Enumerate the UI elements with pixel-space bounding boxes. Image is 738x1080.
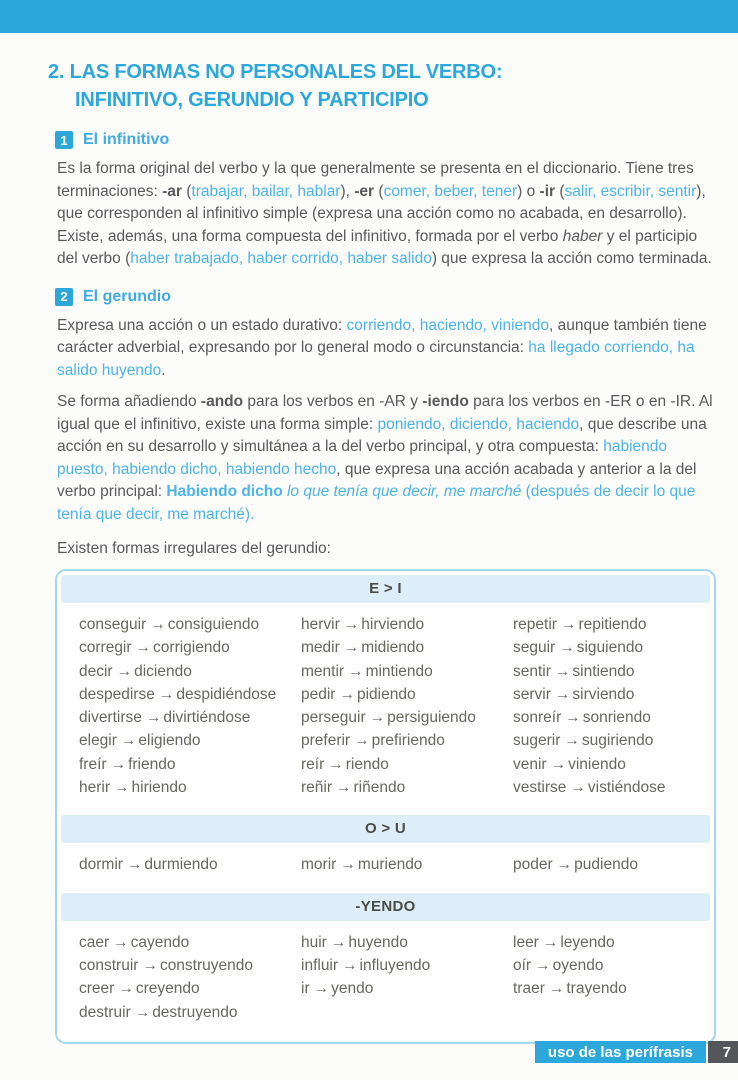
- verb-pair: [513, 636, 708, 659]
- verb-pair: [79, 977, 301, 1000]
- arrow-icon: →: [550, 755, 567, 773]
- arrow-icon: →: [554, 685, 571, 703]
- verb-infinitive: caer: [79, 933, 110, 951]
- text-segment: (después de decir lo que tenía que decir, me marché).: [57, 483, 696, 523]
- verb-infinitive: destruir: [79, 1003, 131, 1021]
- verb-infinitive: elegir: [79, 732, 117, 750]
- verb-gerund: sugiriendo: [581, 732, 654, 750]
- arrow-icon: →: [313, 980, 330, 998]
- table-section-body: [57, 921, 714, 1036]
- table-column: [79, 613, 301, 799]
- verb-infinitive: sentir: [513, 662, 551, 680]
- table-column: [301, 853, 513, 876]
- verb-gerund: trayendo: [566, 980, 627, 998]
- arrow-icon: →: [565, 709, 581, 727]
- gerund-irregulars-table: [55, 569, 716, 1044]
- verb-pair: [301, 706, 513, 729]
- verb-pair: [513, 729, 708, 752]
- verb-pair: [513, 753, 708, 776]
- verb-pair: [79, 1001, 301, 1024]
- verb-pair: [79, 931, 301, 954]
- verb-infinitive: reír: [301, 755, 325, 773]
- text-segment: corriendo, haciendo, viniendo: [346, 316, 550, 334]
- text-segment: ha llegado corriendo, ha salido huyendo: [57, 339, 695, 379]
- text-segment: trabajar, bailar, hablar: [191, 182, 341, 200]
- arrow-icon: →: [542, 933, 559, 951]
- verb-infinitive: venir: [513, 755, 547, 773]
- arrow-icon: →: [110, 755, 127, 773]
- verb-gerund: riñendo: [353, 779, 406, 797]
- text-segment: habiendo puesto, habiendo dicho, habiendo hecho: [57, 438, 668, 478]
- verb-pair: [301, 636, 513, 659]
- verb-infinitive: servir: [513, 685, 551, 703]
- text-segment: -ir: [539, 182, 556, 200]
- verb-infinitive: preferir: [301, 732, 351, 750]
- verb-pair: [79, 954, 301, 977]
- verb-pair: [79, 613, 301, 636]
- verb-pair: [79, 683, 301, 706]
- text-segment: , que describe una acción en su desarrollo y simultánea a la del verbo principal, y otra compuesta:: [57, 415, 707, 455]
- verb-pair: [513, 931, 708, 954]
- verb-pair: [301, 954, 513, 977]
- text-segment: poniendo, diciendo, haciendo: [377, 415, 580, 433]
- text-segment: Es la forma original del verbo y la que generalmente se presenta en el diccionario. Tiene tres terminaciones:: [57, 160, 694, 200]
- verb-gerund: mintiendo: [365, 662, 433, 680]
- verb-gerund: siguiendo: [576, 639, 644, 657]
- verb-infinitive: morir: [301, 856, 337, 874]
- verb-gerund: diciendo: [134, 662, 192, 680]
- table-column: [513, 931, 708, 1024]
- table-section-header: E > I: [61, 575, 710, 603]
- verb-infinitive: conseguir: [79, 616, 147, 633]
- verb-pair: [513, 853, 708, 876]
- arrow-icon: →: [142, 956, 158, 974]
- verb-gerund: cayendo: [130, 933, 190, 951]
- verb-gerund: hirviendo: [361, 616, 425, 633]
- text-segment: salir, escribir, sentir: [564, 182, 697, 200]
- verb-pair: [79, 636, 301, 659]
- arrow-icon: →: [336, 779, 352, 797]
- verb-gerund: riendo: [345, 755, 389, 773]
- arrow-icon: →: [134, 1003, 151, 1021]
- paragraph-infinitivo: [57, 158, 713, 271]
- section-title-infinitivo: El infinitivo: [83, 131, 170, 148]
- arrow-icon: →: [354, 732, 370, 750]
- verb-gerund: sonriendo: [582, 709, 651, 727]
- arrow-icon: →: [369, 709, 386, 727]
- verb-gerund: sintiendo: [572, 662, 635, 680]
- text-segment: ) o: [517, 182, 540, 200]
- arrow-icon: →: [145, 709, 162, 727]
- verb-infinitive: creer: [79, 980, 115, 998]
- verb-gerund: viniendo: [568, 755, 626, 773]
- text-segment: -ando: [200, 393, 244, 410]
- verb-infinitive: vestirse: [513, 779, 567, 797]
- paragraph-gerundio-1: [57, 315, 713, 383]
- verb-gerund: friendo: [128, 755, 176, 773]
- verb-infinitive: ir: [301, 980, 310, 998]
- verb-gerund: leyendo: [560, 933, 615, 951]
- verb-pair: [301, 753, 513, 776]
- verb-gerund: huyendo: [348, 933, 408, 951]
- verb-pair: [301, 931, 513, 954]
- verb-infinitive: corregir: [79, 639, 132, 657]
- verb-infinitive: medir: [301, 639, 340, 657]
- verb-gerund: durmiendo: [144, 856, 218, 874]
- table-intro: Existen formas irregulares del gerundio:: [57, 540, 331, 557]
- arrow-icon: →: [135, 639, 152, 657]
- verb-infinitive: mentir: [301, 662, 345, 680]
- verb-infinitive: reñir: [301, 779, 333, 797]
- verb-pair: [79, 706, 301, 729]
- text-segment: ),: [340, 182, 355, 200]
- text-segment: (: [181, 182, 192, 200]
- verb-pair: [79, 753, 301, 776]
- verb-infinitive: traer: [513, 980, 545, 998]
- verb-gerund: destruyendo: [152, 1003, 238, 1021]
- verb-gerund: oyendo: [552, 956, 604, 974]
- text-segment: , que expresa una acción acabada y anterior a la del verbo principal:: [57, 460, 697, 500]
- arrow-icon: →: [348, 662, 364, 680]
- verb-gerund: consiguiendo: [167, 616, 260, 633]
- table-column: [301, 931, 513, 1024]
- verb-pair: [79, 660, 301, 683]
- text-segment: .: [161, 361, 166, 379]
- text-segment: para los verbos en -ER o en -IR. Al igual que el infinitivo, existe una forma simple:: [57, 393, 713, 433]
- verb-gerund: eligiendo: [138, 732, 201, 750]
- verb-gerund: persiguiendo: [387, 709, 476, 727]
- table-column: [301, 613, 513, 799]
- verb-pair: [301, 613, 513, 636]
- text-segment: (: [374, 182, 384, 200]
- verb-infinitive: oír: [513, 956, 532, 974]
- verb-pair: [513, 954, 708, 977]
- arrow-icon: →: [564, 732, 580, 750]
- text-segment: ), que corresponden al infinitivo simple (expresa una acción como no acabada, en desarrollo). Existe, además, una forma compuesta del infinitivo, formada por el verbo: [57, 182, 706, 245]
- verb-gerund: divirtiéndose: [163, 709, 251, 727]
- page-title-line2: INFINITIVO, GERUNDIO Y PARTICIPIO: [75, 89, 429, 111]
- table-column: [79, 853, 301, 876]
- text-segment: lo que tenía que decir, me marché: [282, 483, 522, 500]
- arrow-icon: →: [535, 956, 551, 974]
- arrow-icon: →: [328, 755, 344, 773]
- text-segment: haber: [562, 227, 603, 245]
- table-section-body: [57, 843, 714, 888]
- arrow-icon: →: [560, 616, 577, 633]
- verb-infinitive: freír: [79, 755, 107, 773]
- text-segment: para los verbos en -AR y: [243, 393, 423, 410]
- text-segment: y el participio del verbo (: [57, 227, 698, 267]
- verb-gerund: midiendo: [361, 639, 425, 657]
- arrow-icon: →: [114, 779, 130, 797]
- arrow-icon: →: [126, 856, 143, 874]
- page-title-line1: 2. LAS FORMAS NO PERSONALES DEL VERBO:: [48, 61, 503, 83]
- text-segment: , aunque también tiene carácter adverbial, expresando por lo general modo o circunstancia:: [57, 316, 707, 356]
- verb-infinitive: poder: [513, 856, 553, 874]
- top-color-bar: [0, 0, 738, 33]
- verb-infinitive: influir: [301, 956, 339, 974]
- section-title-gerundio: El gerundio: [83, 287, 171, 305]
- verb-infinitive: despedirse: [79, 685, 155, 703]
- arrow-icon: →: [113, 933, 129, 951]
- verb-infinitive: herir: [79, 779, 111, 797]
- arrow-icon: →: [340, 856, 356, 874]
- verb-infinitive: decir: [79, 662, 113, 680]
- arrow-icon: →: [339, 685, 355, 703]
- verb-pair: [301, 977, 513, 1000]
- verb-gerund: pidiendo: [356, 685, 416, 703]
- text-segment: Se forma añadiendo: [57, 393, 201, 410]
- verb-pair: [301, 683, 513, 706]
- arrow-icon: →: [343, 639, 360, 657]
- verb-infinitive: dormir: [79, 856, 123, 874]
- paragraph-gerundio-2: [57, 391, 713, 526]
- verb-infinitive: sonreír: [513, 709, 562, 727]
- table-section-header: -YENDO: [61, 893, 710, 921]
- arrow-icon: →: [116, 662, 133, 680]
- verb-gerund: repitiendo: [578, 616, 647, 633]
- arrow-icon: →: [120, 732, 137, 750]
- text-segment: (: [555, 182, 565, 200]
- verb-pair: [513, 660, 708, 683]
- text-segment: ) que expresa la acción como terminada.: [431, 250, 712, 267]
- section-header-infinitivo: [55, 131, 712, 149]
- text-segment: -iendo: [422, 393, 469, 410]
- verb-infinitive: construir: [79, 956, 139, 974]
- page-number: 7: [708, 1041, 738, 1063]
- section-header-gerundio: [55, 288, 712, 306]
- page-footer: [535, 1041, 738, 1063]
- page-title: [48, 58, 712, 114]
- verb-infinitive: perseguir: [301, 709, 366, 727]
- arrow-icon: →: [570, 779, 586, 797]
- verb-pair: [513, 613, 708, 636]
- text-segment: haber trabajado, haber corrido, haber salido: [130, 250, 432, 267]
- section-number-badge: 1: [55, 131, 73, 149]
- table-column: [513, 613, 708, 799]
- verb-pair: [79, 853, 301, 876]
- verb-infinitive: pedir: [301, 685, 336, 703]
- verb-gerund: despidiéndose: [176, 685, 277, 703]
- arrow-icon: →: [342, 956, 358, 974]
- arrow-icon: →: [330, 933, 347, 951]
- verb-pair: [301, 853, 513, 876]
- table-section-body: [57, 603, 714, 811]
- arrow-icon: →: [158, 685, 175, 703]
- verb-gerund: vistiéndose: [587, 779, 666, 797]
- verb-gerund: creyendo: [135, 980, 200, 998]
- verb-pair: [301, 776, 513, 799]
- text-segment: Habiendo dicho: [166, 483, 283, 500]
- arrow-icon: →: [548, 980, 565, 998]
- verb-infinitive: sugerir: [513, 732, 561, 750]
- footer-section-label: uso de las perífrasis: [535, 1041, 706, 1063]
- verb-pair: [513, 706, 708, 729]
- verb-infinitive: seguir: [513, 639, 556, 657]
- text-segment: -ar: [162, 182, 182, 200]
- arrow-icon: →: [556, 856, 573, 874]
- verb-pair: [513, 683, 708, 706]
- arrow-icon: →: [559, 639, 575, 657]
- verb-infinitive: divertirse: [79, 709, 142, 727]
- verb-infinitive: leer: [513, 933, 539, 951]
- verb-infinitive: repetir: [513, 616, 557, 633]
- verb-pair: [79, 776, 301, 799]
- verb-gerund: influyendo: [359, 956, 431, 974]
- arrow-icon: →: [343, 616, 360, 633]
- text-segment: -er: [354, 182, 375, 200]
- arrow-icon: →: [118, 980, 134, 998]
- verb-gerund: yendo: [331, 980, 374, 998]
- verb-gerund: muriendo: [357, 856, 423, 874]
- verb-gerund: prefiriendo: [371, 732, 445, 750]
- arrow-icon: →: [554, 662, 571, 680]
- verb-gerund: construyendo: [159, 956, 253, 974]
- verb-gerund: hiriendo: [131, 779, 187, 797]
- arrow-icon: →: [150, 616, 166, 633]
- table-column: [79, 931, 301, 1024]
- table-column: [513, 853, 708, 876]
- verb-gerund: pudiendo: [574, 856, 638, 874]
- page-content: [0, 33, 738, 1044]
- text-segment: comer, beber, tener: [383, 182, 518, 200]
- verb-gerund: sirviendo: [572, 685, 635, 703]
- text-segment: Expresa una acción o un estado durativo:: [57, 316, 347, 334]
- section-number-badge: 2: [55, 288, 73, 306]
- verb-infinitive: hervir: [301, 616, 340, 633]
- verb-gerund: corrigiendo: [153, 639, 230, 657]
- verb-pair: [513, 977, 708, 1000]
- verb-pair: [513, 776, 708, 799]
- verb-pair: [79, 729, 301, 752]
- table-section-header: O > U: [61, 815, 710, 843]
- verb-infinitive: huir: [301, 933, 327, 951]
- verb-pair: [301, 660, 513, 683]
- verb-pair: [301, 729, 513, 752]
